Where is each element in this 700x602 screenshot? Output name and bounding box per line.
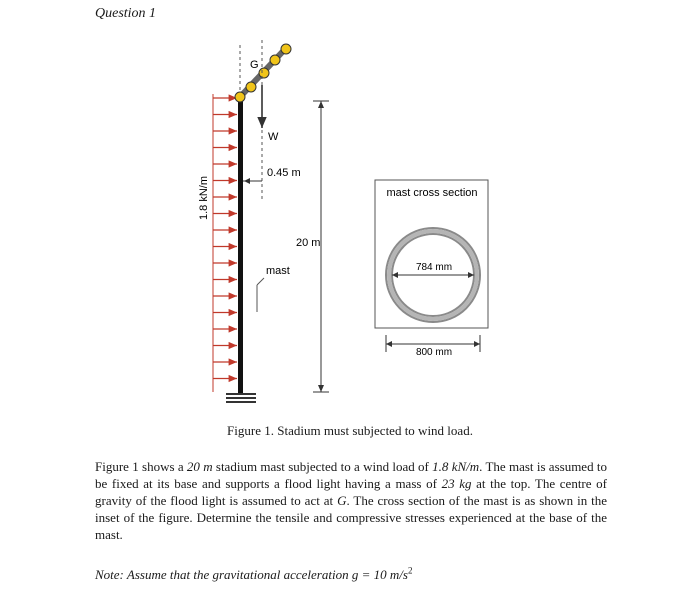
body-text-3: . The mast is assumed to be fixed at its base and supports a flood light having a mass of xyxy=(95,459,607,491)
gravity-exponent: 2 xyxy=(407,565,413,576)
body-text-4: at the top. The centre of gravity of the flood light is assumed to act at xyxy=(95,476,608,508)
figure-caption: Figure 1. Stadium must subjected to wind load. xyxy=(227,423,473,438)
wind-load-value: 1.8 kN/m xyxy=(432,459,480,474)
mast-height-value: 20 m xyxy=(186,459,213,474)
body-text-1: Figure 1 shows a xyxy=(95,459,187,474)
height-label: 20 m xyxy=(296,237,321,249)
problem-statement xyxy=(95,458,607,543)
offset-label: 0.45 m xyxy=(267,167,301,179)
mast-label: mast xyxy=(266,265,290,277)
fixed-base xyxy=(226,394,256,402)
weight-label: W xyxy=(268,131,279,143)
mast xyxy=(238,94,243,394)
gravity-equation: g = 10 m/s xyxy=(351,567,408,582)
note xyxy=(95,567,615,583)
flood-light xyxy=(235,44,291,102)
question-heading: Question 1 xyxy=(95,6,157,21)
inset-title: mast cross section xyxy=(386,187,478,199)
gravity-point-ref: G xyxy=(337,493,347,508)
mass-value: 23 kg xyxy=(441,476,472,491)
body-text-5: . The cross section of the mast is as shown in the inset of the figure. Determine the tensile and compressive stresses experienced at the base of the mast. xyxy=(95,493,607,542)
note-prefix: Note: Assume that the gravitational acceleration xyxy=(95,567,352,582)
load-label: 1.8 kN/m xyxy=(198,175,210,221)
body-text-2: stadium mast subjected to a wind load of xyxy=(212,459,433,474)
inner-diameter-label: 784 mm xyxy=(415,262,453,273)
gravity-point-label: G xyxy=(250,59,259,71)
outer-diameter-label: 800 mm xyxy=(415,347,453,358)
wind-load-arrows xyxy=(213,94,237,392)
mast-leader xyxy=(257,278,264,285)
